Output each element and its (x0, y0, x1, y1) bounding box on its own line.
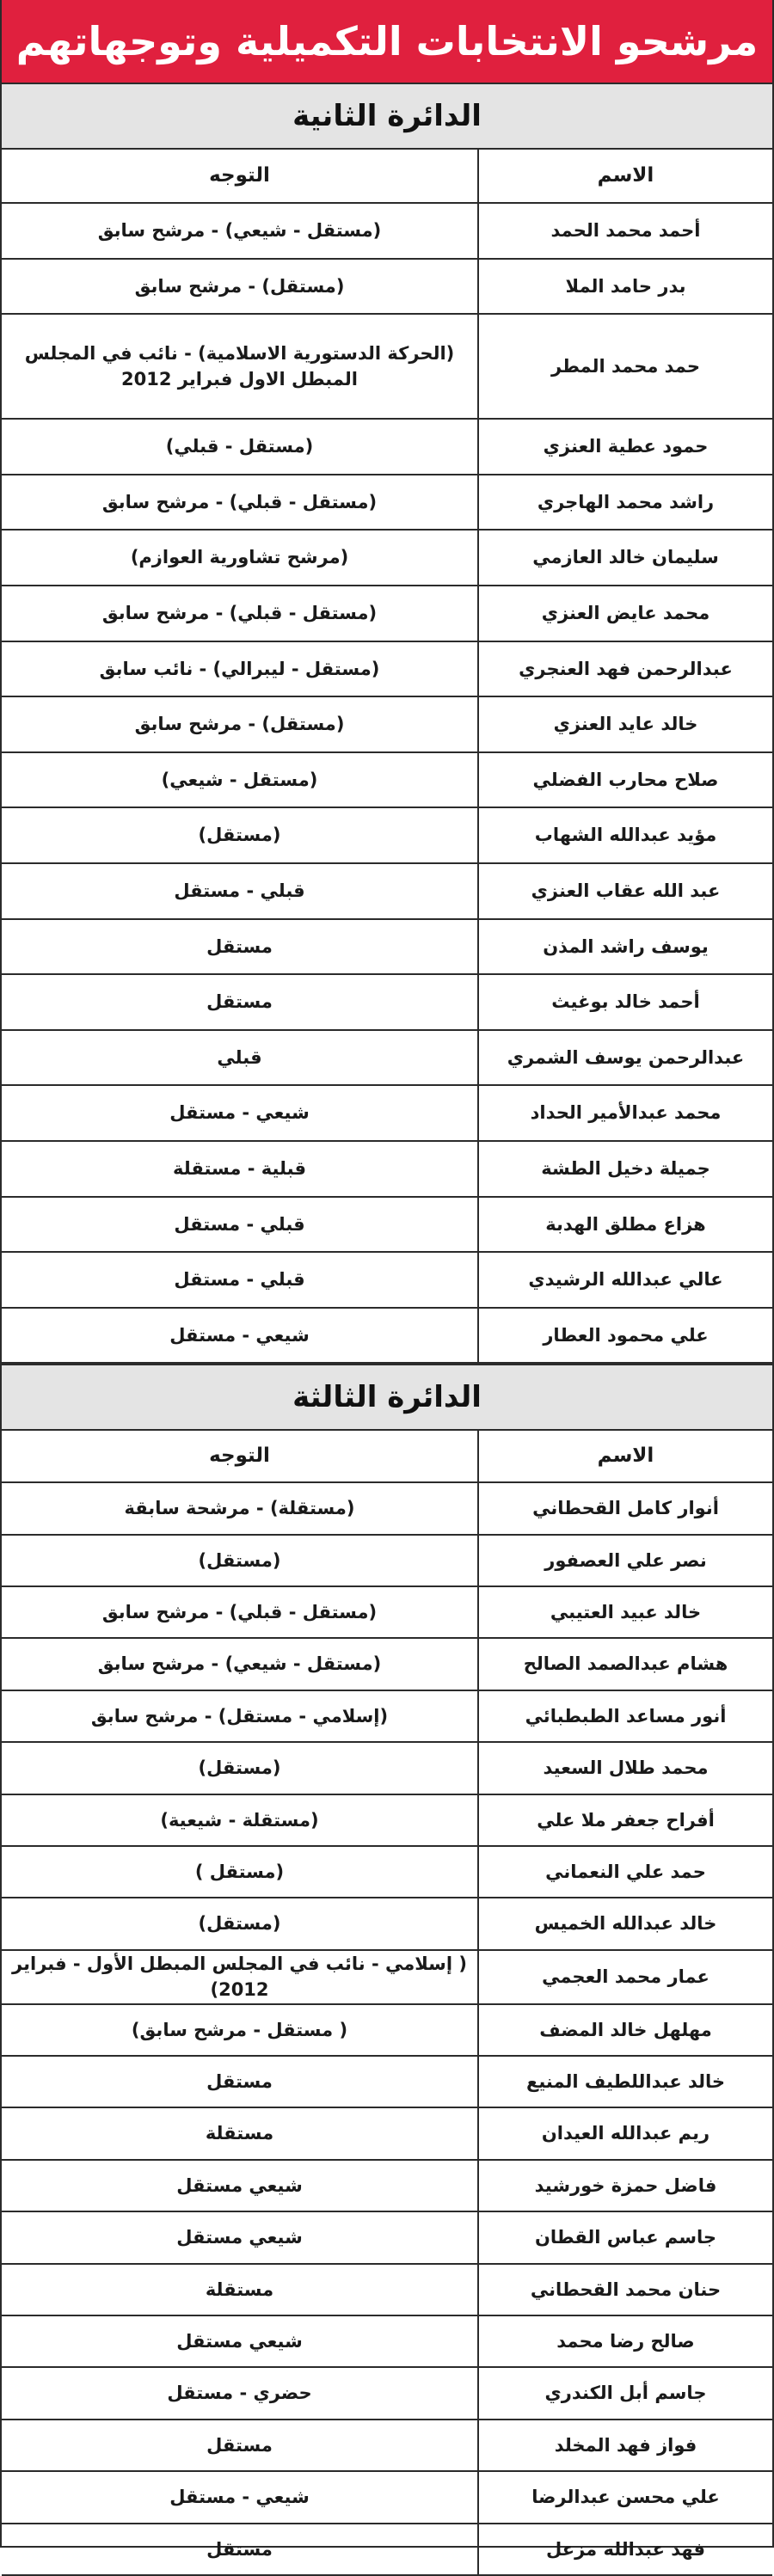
candidate-name: علي محسن عبدالرضا (478, 2471, 772, 2523)
column-header-name: الاسم (478, 1431, 772, 1482)
district-3-table (2, 1431, 772, 2576)
table-row (2, 530, 772, 586)
candidate-name: عبدالرحمن يوسف الشمري (478, 1030, 772, 1086)
candidate-orientation: (مستقل) (2, 1535, 478, 1586)
candidate-orientation: (مستقل - قبلي) - مرشح سابق (2, 586, 478, 641)
section-heading-district-3: الدائرة الثالثة (2, 1364, 772, 1431)
candidate-orientation: (مستقل - شيعي) - مرشح سابق (2, 1638, 478, 1690)
candidate-name: عمار محمد العجمي (478, 1950, 772, 2004)
table-row (2, 1252, 772, 1308)
district-2-rows (2, 203, 772, 1363)
candidate-name: يوسف راشد المذن (478, 919, 772, 975)
candidate-orientation: شيعي مستقل (2, 2160, 478, 2211)
candidate-name: أفراح جعفر ملا علي (478, 1794, 772, 1846)
table-row (2, 1030, 772, 1086)
candidate-name: ريم عبدالله العيدان (478, 2107, 772, 2159)
table-row (2, 1535, 772, 1586)
candidate-orientation: (مستقل) - مرشح سابق (2, 696, 478, 752)
candidate-orientation: مستقل (2, 2420, 478, 2471)
candidate-name: حمد محمد المطر (478, 314, 772, 419)
table-row (2, 863, 772, 919)
candidate-name: فواز فهد المخلد (478, 2420, 772, 2471)
candidate-name: مؤيد عبدالله الشهاب (478, 807, 772, 863)
table-row (2, 696, 772, 752)
candidate-name: جميلة دخيل الطشة (478, 1141, 772, 1197)
district-3-rows (2, 1482, 772, 2575)
table-row (2, 919, 772, 975)
candidate-orientation: شيعي مستقل (2, 2211, 478, 2263)
candidate-orientation: قبلي - مستقل (2, 1252, 478, 1308)
candidate-name: صلاح محارب الفضلي (478, 752, 772, 808)
candidate-orientation: مستقلة (2, 2107, 478, 2159)
candidate-name: عالي عبدالله الرشيدي (478, 1252, 772, 1308)
table-row (2, 974, 772, 1030)
candidate-orientation: (مستقل - شيعي) (2, 752, 478, 808)
table-header-row (2, 1431, 772, 1482)
table-header-row (2, 150, 772, 203)
table-row (2, 752, 772, 808)
table-row (2, 1950, 772, 2004)
candidate-name: فهد عبدالله مزعل (478, 2524, 772, 2575)
candidate-orientation: ( إسلامي - نائب في المجلس المبطل الأول - فبراير 2012) (2, 1950, 478, 2004)
table-row (2, 807, 772, 863)
candidate-name: صالح رضا محمد (478, 2315, 772, 2367)
candidate-orientation: شيعي - مستقل (2, 1308, 478, 1364)
page-title: مرشحو الانتخابات التكميلية وتوجهاتهم (2, 0, 772, 83)
candidate-name: راشد محمد الهاجري (478, 475, 772, 531)
table-row (2, 1085, 772, 1141)
candidate-orientation: (مستقل - ليبرالي) - نائب سابق (2, 641, 478, 697)
candidate-orientation: (مستقلة) - مرشحة سابقة (2, 1482, 478, 1534)
table-row (2, 641, 772, 697)
table-row (2, 2211, 772, 2263)
candidate-name: جاسم عباس القطان (478, 2211, 772, 2263)
table-row (2, 2471, 772, 2523)
candidate-name: حمد علي النعماني (478, 1846, 772, 1898)
candidate-name: خالد عايد العنزي (478, 696, 772, 752)
candidate-orientation: (مستقل ) (2, 1846, 478, 1898)
table-row (2, 1638, 772, 1690)
candidate-name: أحمد خالد بوغيث (478, 974, 772, 1030)
table-row (2, 2004, 772, 2056)
candidate-orientation: ( مستقل - مرشح سابق) (2, 2004, 478, 2056)
column-header-orientation: التوجه (2, 150, 478, 203)
table-row (2, 314, 772, 419)
candidate-orientation: شيعي مستقل (2, 2315, 478, 2367)
candidate-name: عبد الله عقاب العنزي (478, 863, 772, 919)
table-row (2, 1742, 772, 1794)
candidate-orientation: (الحركة الدستورية الاسلامية) - نائب في المجلس المبطل الاول فبراير 2012 (2, 314, 478, 419)
candidate-orientation: (مستقل) (2, 1742, 478, 1794)
table-row (2, 1586, 772, 1638)
candidate-orientation: (مستقل) (2, 807, 478, 863)
table-row (2, 1308, 772, 1364)
candidate-name: خالد عبدالله الخميس (478, 1898, 772, 1949)
column-header-orientation: التوجه (2, 1431, 478, 1482)
candidate-name: هزاع مطلق الهدبة (478, 1197, 772, 1253)
candidate-orientation: (مرشح تشاورية العوازم) (2, 530, 478, 586)
candidate-name: فاضل حمزة خورشيد (478, 2160, 772, 2211)
candidate-orientation: مستقل (2, 974, 478, 1030)
candidate-name: أنوار كامل القحطاني (478, 1482, 772, 1534)
candidate-orientation: قبلي - مستقل (2, 1197, 478, 1253)
district-2-table (2, 150, 772, 1364)
candidate-orientation: حضري - مستقل (2, 2367, 478, 2419)
candidate-name: محمد عايض العنزي (478, 586, 772, 641)
candidate-orientation: (مستقل - قبلي) (2, 419, 478, 475)
candidate-name: هشام عبدالصمد الصالح (478, 1638, 772, 1690)
candidate-orientation: (مستقل - شيعي) - مرشح سابق (2, 203, 478, 259)
table-row (2, 2315, 772, 2367)
candidate-orientation: (مستقل) - مرشح سابق (2, 259, 478, 315)
candidate-name: حنان محمد القحطاني (478, 2264, 772, 2315)
table-row (2, 203, 772, 259)
candidate-name: نصر علي العصفور (478, 1535, 772, 1586)
section-heading-district-2: الدائرة الثانية (2, 83, 772, 150)
table-row (2, 586, 772, 641)
candidate-name: حمود عطية العنزي (478, 419, 772, 475)
candidate-orientation: (مستقل) (2, 1898, 478, 1949)
table-row (2, 2264, 772, 2315)
candidate-name: محمد طلال السعيد (478, 1742, 772, 1794)
table-row (2, 1846, 772, 1898)
candidate-orientation: شيعي - مستقل (2, 1085, 478, 1141)
candidate-name: علي محمود العطار (478, 1308, 772, 1364)
candidate-orientation: قبلية - مستقلة (2, 1141, 478, 1197)
candidate-orientation: (مستقل - قبلي) - مرشح سابق (2, 475, 478, 531)
table-row (2, 2420, 772, 2471)
table-row (2, 2367, 772, 2419)
table-row (2, 1794, 772, 1846)
candidate-orientation: مستقل (2, 919, 478, 975)
table-row (2, 475, 772, 531)
candidate-name: عبدالرحمن فهد العنجري (478, 641, 772, 697)
column-header-name: الاسم (478, 150, 772, 203)
candidate-name: أحمد محمد الحمد (478, 203, 772, 259)
table-row (2, 2056, 772, 2107)
candidate-orientation: مستقل (2, 2056, 478, 2107)
table-row (2, 1690, 772, 1742)
table-row (2, 259, 772, 315)
candidate-orientation: شيعي - مستقل (2, 2471, 478, 2523)
candidate-name: مهلهل خالد المضف (478, 2004, 772, 2056)
candidate-name: جاسم أبل الكندري (478, 2367, 772, 2419)
candidate-orientation: مستقلة (2, 2264, 478, 2315)
table-row (2, 1482, 772, 1534)
table-row (2, 1141, 772, 1197)
candidate-name: خالد عبيد العتيبي (478, 1586, 772, 1638)
table-row (2, 2107, 772, 2159)
candidate-orientation: (مستقلة - شيعية) (2, 1794, 478, 1846)
candidate-orientation: مستقل (2, 2524, 478, 2575)
candidate-name: أنور مساعد الطبطبائي (478, 1690, 772, 1742)
table-row (2, 1898, 772, 1949)
table-row (2, 2160, 772, 2211)
candidate-name: بدر حامد الملا (478, 259, 772, 315)
candidate-name: سليمان خالد العازمي (478, 530, 772, 586)
candidate-name: محمد عبدالأمير الحداد (478, 1085, 772, 1141)
candidate-orientation: قبلي (2, 1030, 478, 1086)
candidate-orientation: (إسلامي - مستقل) - مرشح سابق (2, 1690, 478, 1742)
candidate-orientation: (مستقل - قبلي) - مرشح سابق (2, 1586, 478, 1638)
candidate-name: خالد عبداللطيف المنيع (478, 2056, 772, 2107)
table-row (2, 1197, 772, 1253)
table-row (2, 419, 772, 475)
table-row (2, 2524, 772, 2575)
candidate-orientation: قبلي - مستقل (2, 863, 478, 919)
